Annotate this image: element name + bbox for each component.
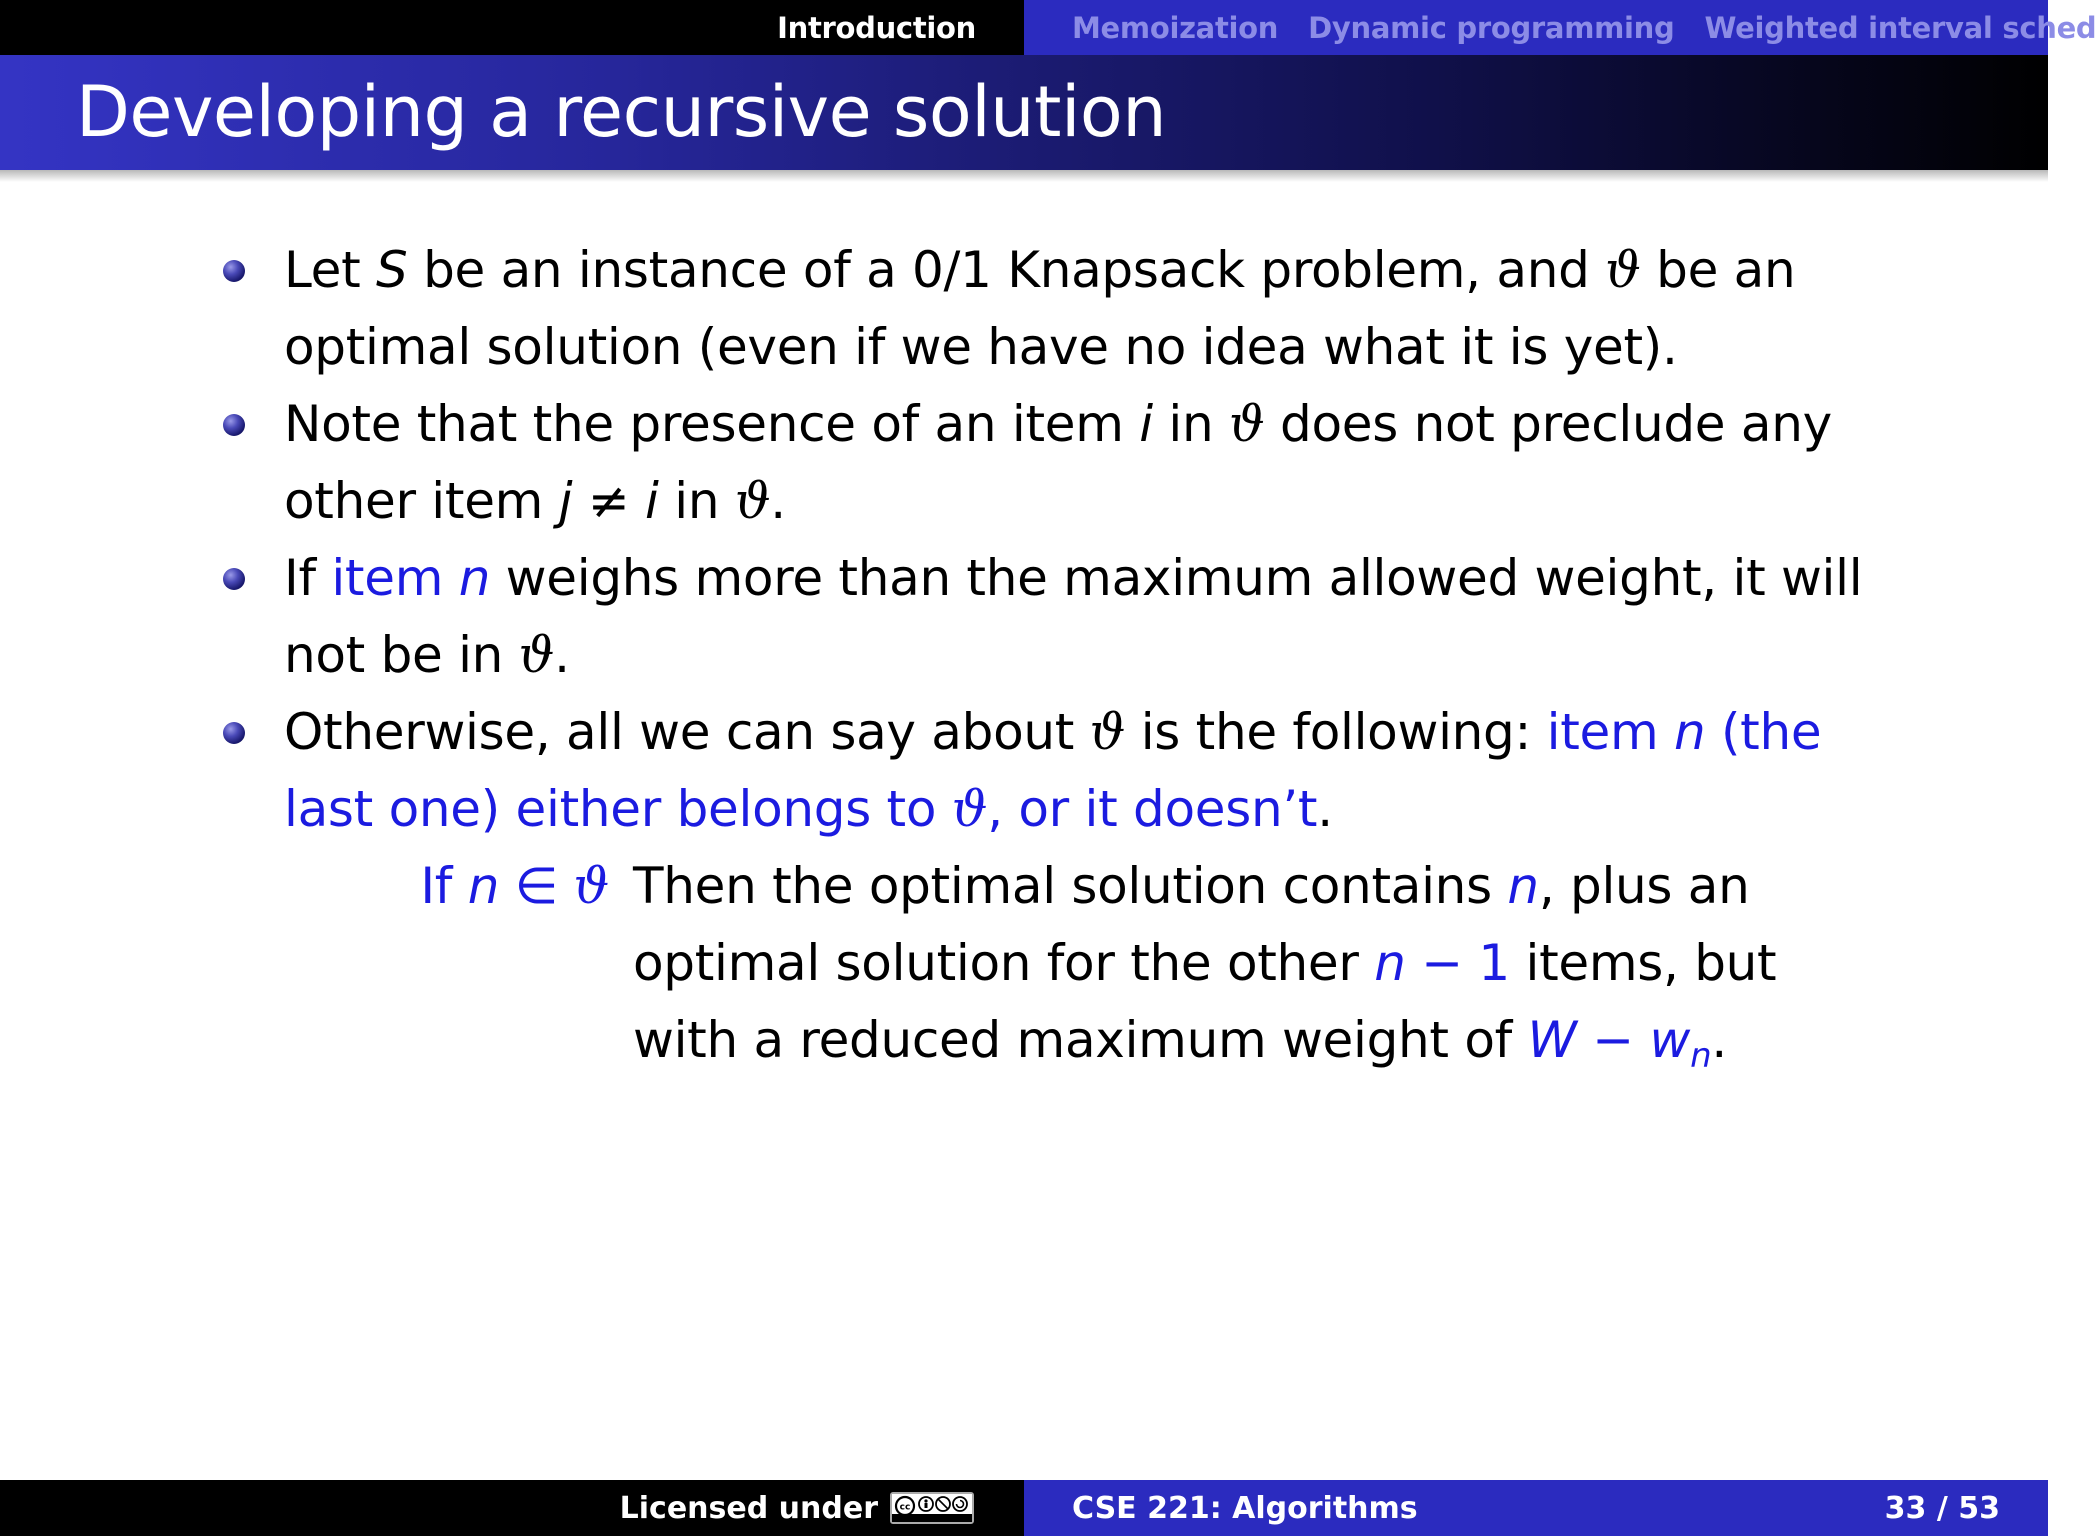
bullet-text bbox=[284, 549, 1862, 684]
cc-by-nc-sa-icon[interactable] bbox=[890, 1492, 974, 1524]
svg-text:cc: cc bbox=[899, 1502, 911, 1513]
text-run: ϑ bbox=[1228, 395, 1265, 453]
bullet-item bbox=[220, 540, 1900, 694]
bullet-text bbox=[284, 703, 1821, 838]
text-run: ∈ bbox=[499, 857, 574, 915]
text-run: be an instance of a 0/1 Knapsack problem, and bbox=[407, 241, 1606, 299]
text-run: ϑ bbox=[573, 857, 609, 915]
text-run: i bbox=[645, 472, 659, 530]
text-run: , or it doesn’t bbox=[987, 780, 1318, 838]
footer-course-area bbox=[1024, 1480, 2048, 1536]
text-run: weighs more than the maximum allowed weight, it will not be in bbox=[284, 549, 1863, 684]
text-run: Otherwise, all we can say about bbox=[284, 703, 1090, 761]
text-run: j bbox=[558, 472, 573, 530]
text-run: ϑ bbox=[518, 626, 555, 684]
text-run: Then the optimal solution contains bbox=[633, 857, 1508, 915]
text-run: (the last one) either belongs to bbox=[284, 703, 1822, 838]
case-definition bbox=[633, 848, 1833, 1079]
text-run: in bbox=[1152, 395, 1229, 453]
case-description bbox=[220, 848, 1900, 1079]
text-run: ≠ bbox=[572, 472, 646, 530]
text-run: n bbox=[467, 857, 500, 915]
bullet-text bbox=[284, 395, 1832, 530]
text-run: ϑ bbox=[734, 472, 771, 530]
text-run: i bbox=[1139, 395, 1153, 453]
title-bar-shadow bbox=[0, 170, 2048, 182]
text-run: − bbox=[1576, 1011, 1650, 1069]
text-run: . bbox=[1317, 780, 1333, 838]
text-run: be an optimal solution (even if we have no idea what it is yet). bbox=[284, 241, 1796, 376]
text-run: w bbox=[1649, 1011, 1691, 1069]
nav-current-section-area bbox=[0, 0, 1024, 55]
text-run: Let bbox=[284, 241, 377, 299]
text-run: n bbox=[458, 549, 491, 607]
license-label: Licensed under bbox=[619, 1490, 878, 1526]
text-run: − 1 bbox=[1405, 934, 1510, 992]
nav-section-dynamic-programming[interactable]: Dynamic programming bbox=[1308, 10, 1675, 45]
footer-license-area bbox=[0, 1480, 1024, 1536]
nav-other-sections-area bbox=[1024, 0, 2096, 55]
text-run: does not preclude any other item bbox=[284, 395, 1832, 530]
case-term bbox=[220, 848, 633, 1079]
text-run: item bbox=[331, 549, 459, 607]
text-run: , plus an optimal solution for the other bbox=[633, 857, 1750, 992]
frame-title-bar bbox=[0, 55, 2048, 170]
text-run: . bbox=[1711, 1011, 1727, 1069]
text-run: n bbox=[1690, 1036, 1712, 1076]
text-run: If bbox=[420, 857, 468, 915]
text-run: is the following: bbox=[1125, 703, 1547, 761]
text-run: ϑ bbox=[1605, 241, 1641, 299]
text-run: ϑ bbox=[951, 780, 988, 838]
text-run: n bbox=[1374, 934, 1406, 992]
bullet-item bbox=[220, 232, 1900, 386]
slide-footer bbox=[0, 1480, 2048, 1536]
course-name: CSE 221: Algorithms bbox=[1072, 1490, 1418, 1526]
section-navigation-bar bbox=[0, 0, 2096, 55]
text-run: . bbox=[770, 472, 786, 530]
page-title: Developing a recursive solution bbox=[76, 71, 1167, 153]
bullet-icon bbox=[223, 414, 245, 436]
nav-section-memoization[interactable]: Memoization bbox=[1072, 10, 1279, 45]
text-run: n bbox=[1507, 857, 1539, 915]
text-run: ϑ bbox=[1089, 703, 1126, 761]
bullet-item bbox=[220, 386, 1900, 540]
text-run: in bbox=[658, 472, 735, 530]
nav-section-weighted-interval[interactable]: Weighted interval sched bbox=[1704, 10, 2096, 45]
nav-section-introduction[interactable]: Introduction bbox=[777, 10, 976, 45]
text-run: S bbox=[376, 241, 408, 299]
text-run: Note that the presence of an item bbox=[284, 395, 1140, 453]
text-run: items, but with a reduced maximum weight of bbox=[633, 934, 1777, 1069]
bullet-icon bbox=[223, 568, 245, 590]
bullet-icon bbox=[223, 260, 245, 282]
text-run: If bbox=[284, 549, 332, 607]
text-run: n bbox=[1673, 703, 1706, 761]
text-run: . bbox=[554, 626, 570, 684]
page-number: 33 / 53 bbox=[1884, 1490, 2000, 1526]
bullet-item bbox=[220, 694, 1900, 848]
bullet-text bbox=[284, 241, 1795, 376]
bullet-icon bbox=[223, 722, 245, 744]
text-run: item bbox=[1546, 703, 1674, 761]
text-run: W bbox=[1527, 1011, 1577, 1069]
slide-content bbox=[220, 232, 1900, 1079]
